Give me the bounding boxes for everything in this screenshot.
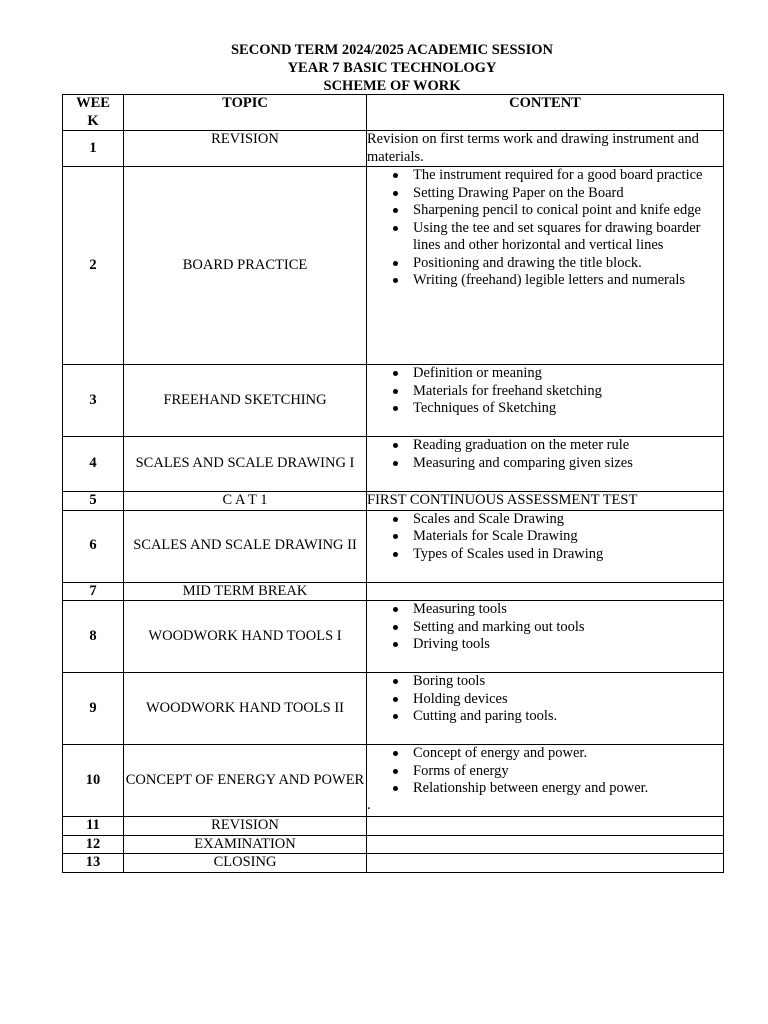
topic-cell: WOODWORK HAND TOOLS II — [124, 673, 367, 745]
week-number: 5 — [63, 492, 124, 511]
table-row — [63, 167, 724, 365]
week-number: 3 — [63, 365, 124, 437]
topic-cell: BOARD PRACTICE — [124, 167, 367, 365]
list-item: The instrument required for a good board practice — [413, 167, 723, 185]
list-item: Materials for freehand sketching — [413, 383, 723, 401]
week-number: 9 — [63, 673, 124, 745]
week-number: 8 — [63, 601, 124, 673]
trailing-period: . — [367, 796, 371, 813]
content-cell — [367, 167, 724, 365]
page-heading — [62, 41, 722, 95]
topic-cell: CONCEPT OF ENERGY AND POWER — [124, 745, 367, 817]
table-header-row — [63, 95, 724, 131]
list-item: Concept of energy and power. — [413, 745, 723, 763]
list-item: Measuring and comparing given sizes — [413, 455, 723, 473]
list-item: Positioning and drawing the title block. — [413, 255, 723, 273]
table-row — [63, 835, 724, 854]
heading-session: SECOND TERM 2024/2025 ACADEMIC SESSION — [230, 42, 553, 58]
list-item: Setting and marking out tools — [413, 619, 723, 637]
content-bullet-list — [367, 437, 723, 472]
content-bullet-list — [367, 601, 723, 654]
header-week-part2: K — [87, 112, 99, 129]
header-week — [63, 95, 124, 131]
list-item: Reading graduation on the meter rule — [413, 437, 723, 455]
topic-cell: SCALES AND SCALE DRAWING II — [124, 510, 367, 582]
table-row — [63, 131, 724, 167]
content-cell: Revision on first terms work and drawing instrument and materials. — [367, 131, 724, 167]
topic-cell: MID TERM BREAK — [124, 582, 367, 601]
topic-cell: EXAMINATION — [124, 835, 367, 854]
list-item: Boring tools — [413, 673, 723, 691]
week-number: 11 — [63, 817, 124, 836]
content-bullet-list — [367, 167, 723, 290]
table-row — [63, 365, 724, 437]
content-cell — [367, 745, 724, 817]
content-bullet-list — [367, 673, 723, 726]
table-row — [63, 510, 724, 582]
topic-cell: SCALES AND SCALE DRAWING I — [124, 437, 367, 492]
table-row — [63, 673, 724, 745]
week-number: 13 — [63, 854, 124, 873]
heading-subject: YEAR 7 BASIC TECHNOLOGY — [287, 60, 497, 76]
content-cell: FIRST CONTINUOUS ASSESSMENT TEST — [367, 492, 724, 511]
heading-title: SCHEME OF WORK — [323, 78, 461, 94]
table-row — [63, 854, 724, 873]
content-cell — [367, 835, 724, 854]
content-cell — [367, 510, 724, 582]
week-number: 2 — [63, 167, 124, 365]
content-bullet-list — [367, 511, 723, 564]
table-row — [63, 492, 724, 511]
content-cell — [367, 365, 724, 437]
list-item: Using the tee and set squares for drawing boarder lines and other horizontal and vertical lines — [413, 220, 723, 255]
content-bullet-list — [367, 365, 723, 418]
header-week-part1: WEE — [76, 95, 110, 111]
week-number: 10 — [63, 745, 124, 817]
topic-cell: CLOSING — [124, 854, 367, 873]
week-number: 6 — [63, 510, 124, 582]
content-cell — [367, 601, 724, 673]
list-item: Materials for Scale Drawing — [413, 528, 723, 546]
content-cell — [367, 854, 724, 873]
content-cell — [367, 437, 724, 492]
topic-cell: C A T 1 — [124, 492, 367, 511]
week-number: 4 — [63, 437, 124, 492]
week-number: 7 — [63, 582, 124, 601]
list-item: Techniques of Sketching — [413, 400, 723, 418]
topic-cell: FREEHAND SKETCHING — [124, 365, 367, 437]
scheme-of-work-table — [62, 94, 724, 873]
table-row — [63, 601, 724, 673]
list-item: Measuring tools — [413, 601, 723, 619]
table-row — [63, 745, 724, 817]
topic-cell: REVISION — [124, 131, 367, 167]
header-content: CONTENT — [367, 95, 724, 131]
list-item: Driving tools — [413, 636, 723, 654]
topic-cell: WOODWORK HAND TOOLS I — [124, 601, 367, 673]
list-item: Forms of energy — [413, 763, 723, 781]
week-number: 1 — [63, 131, 124, 167]
list-item: Definition or meaning — [413, 365, 723, 383]
list-item: Relationship between energy and power. — [413, 780, 723, 798]
list-item: Setting Drawing Paper on the Board — [413, 185, 723, 203]
list-item: Cutting and paring tools. — [413, 708, 723, 726]
list-item: Writing (freehand) legible letters and numerals — [413, 272, 723, 290]
list-item: Types of Scales used in Drawing — [413, 546, 723, 564]
list-item: Sharpening pencil to conical point and knife edge — [413, 202, 723, 220]
content-cell — [367, 582, 724, 601]
content-cell — [367, 817, 724, 836]
list-item: Holding devices — [413, 691, 723, 709]
header-topic: TOPIC — [124, 95, 367, 131]
content-cell — [367, 673, 724, 745]
table-row — [63, 817, 724, 836]
list-item: Scales and Scale Drawing — [413, 511, 723, 529]
content-bullet-list — [367, 745, 723, 798]
table-row — [63, 582, 724, 601]
table-row — [63, 437, 724, 492]
week-number: 12 — [63, 835, 124, 854]
topic-cell: REVISION — [124, 817, 367, 836]
